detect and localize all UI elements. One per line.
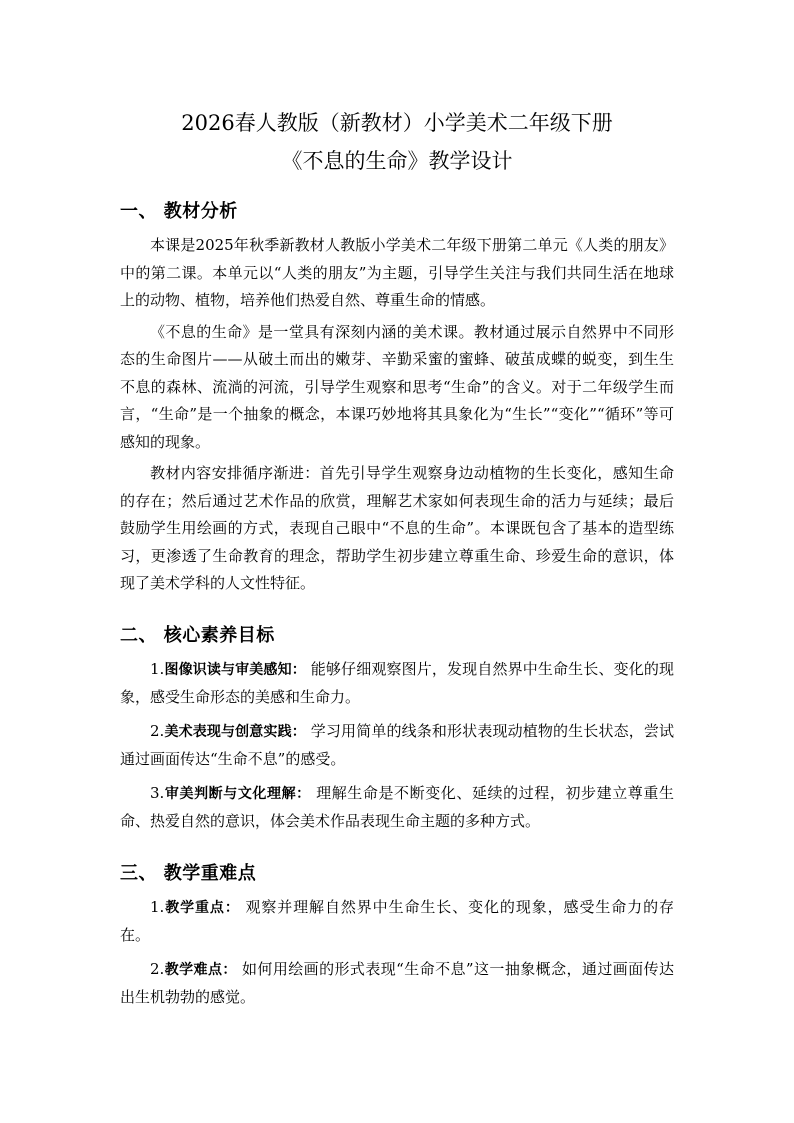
list-item <box>120 718 674 774</box>
document-title-line2: 《不息的生命》教学设计 <box>281 149 513 173</box>
list-item <box>120 894 674 950</box>
item-number: 2. <box>150 959 165 978</box>
section-textbook-analysis <box>120 198 674 598</box>
section-key-difficult-points <box>120 860 674 1012</box>
item-number: 2. <box>150 721 165 740</box>
list-item <box>120 656 674 712</box>
paragraph: 教材内容安排循序渐进：首先引导学生观察身边动植物的生长变化，感知生命的存在；然后通过艺术作品的欣赏，理解艺术家如何表现生命的活力与延续；最后鼓励学生用绘画的方式，表现自己眼中“不息的生命”。本课既包含了基本的造型练习，更渗透了生命教育的理念，帮助学生初步建立尊重生命、珍爱生命的意识，体现了美术学科的人文性特征。 <box>120 464 674 592</box>
item-text: 能够仔细观察图片，发现自然界中生命生长、变化的现象，感受生命形态的美感和生命力。 <box>120 659 674 706</box>
list-item <box>120 780 674 836</box>
item-label: 教学难点： <box>164 961 237 978</box>
document-title-line1: 2026春人教版（新教材）小学美术二年级下册 <box>181 111 613 135</box>
item-label: 教学重点： <box>164 899 240 916</box>
item-text: 学习用简单的线条和形状表现动植物的生长状态，尝试通过画面传达“生命不息”的感受。 <box>120 721 674 768</box>
item-number: 3. <box>150 783 165 802</box>
paragraph: 本课是2025年秋季新教材人教版小学美术二年级下册第二单元《人类的朋友》中的第二课。本单元以“人类的朋友”为主题，引导学生关注与我们共同生活在地球上的动物、植物，培养他们热爱自然、尊重生命的情感。 <box>120 236 674 309</box>
item-label: 审美判断与文化理解： <box>164 785 311 802</box>
section-heading: 三、 教学重难点 <box>120 862 257 884</box>
item-label: 图像识读与审美感知： <box>164 661 306 678</box>
item-text: 理解生命是不断变化、延续的过程，初步建立尊重生命、热爱自然的意识，体会美术作品表现生命主题的多种方式。 <box>120 783 674 830</box>
list-item <box>120 956 674 1012</box>
item-label: 美术表现与创意实践： <box>164 723 306 740</box>
item-number: 1. <box>150 659 165 678</box>
section-heading: 一、 教材分析 <box>120 201 238 222</box>
item-text: 如何用绘画的形式表现“生命不息”这一抽象概念，通过画面传达出生机勃勃的感觉。 <box>120 959 674 1006</box>
item-text: 观察并理解自然界中生命生长、变化的现象，感受生命力的存在。 <box>120 897 674 944</box>
item-number: 1. <box>150 897 165 916</box>
section-core-literacy-goals <box>120 622 674 836</box>
title-block <box>120 104 674 180</box>
paragraph: 《不息的生命》是一堂具有深刻内涵的美术课。教材通过展示自然界中不同形态的生命图片——从破土而出的嫩芽、辛勤采蜜的蜜蜂、破茧成蝶的蜕变，到生生不息的森林、流淌的河流，引导学生观察和思考“生命”的含义。对于二年级学生而言，“生命”是一个抽象的概念，本课巧妙地将其具象化为“生长”“变化”“循环”等可感知的现象。 <box>120 322 674 451</box>
section-heading: 二、 核心素养目标 <box>120 624 275 646</box>
